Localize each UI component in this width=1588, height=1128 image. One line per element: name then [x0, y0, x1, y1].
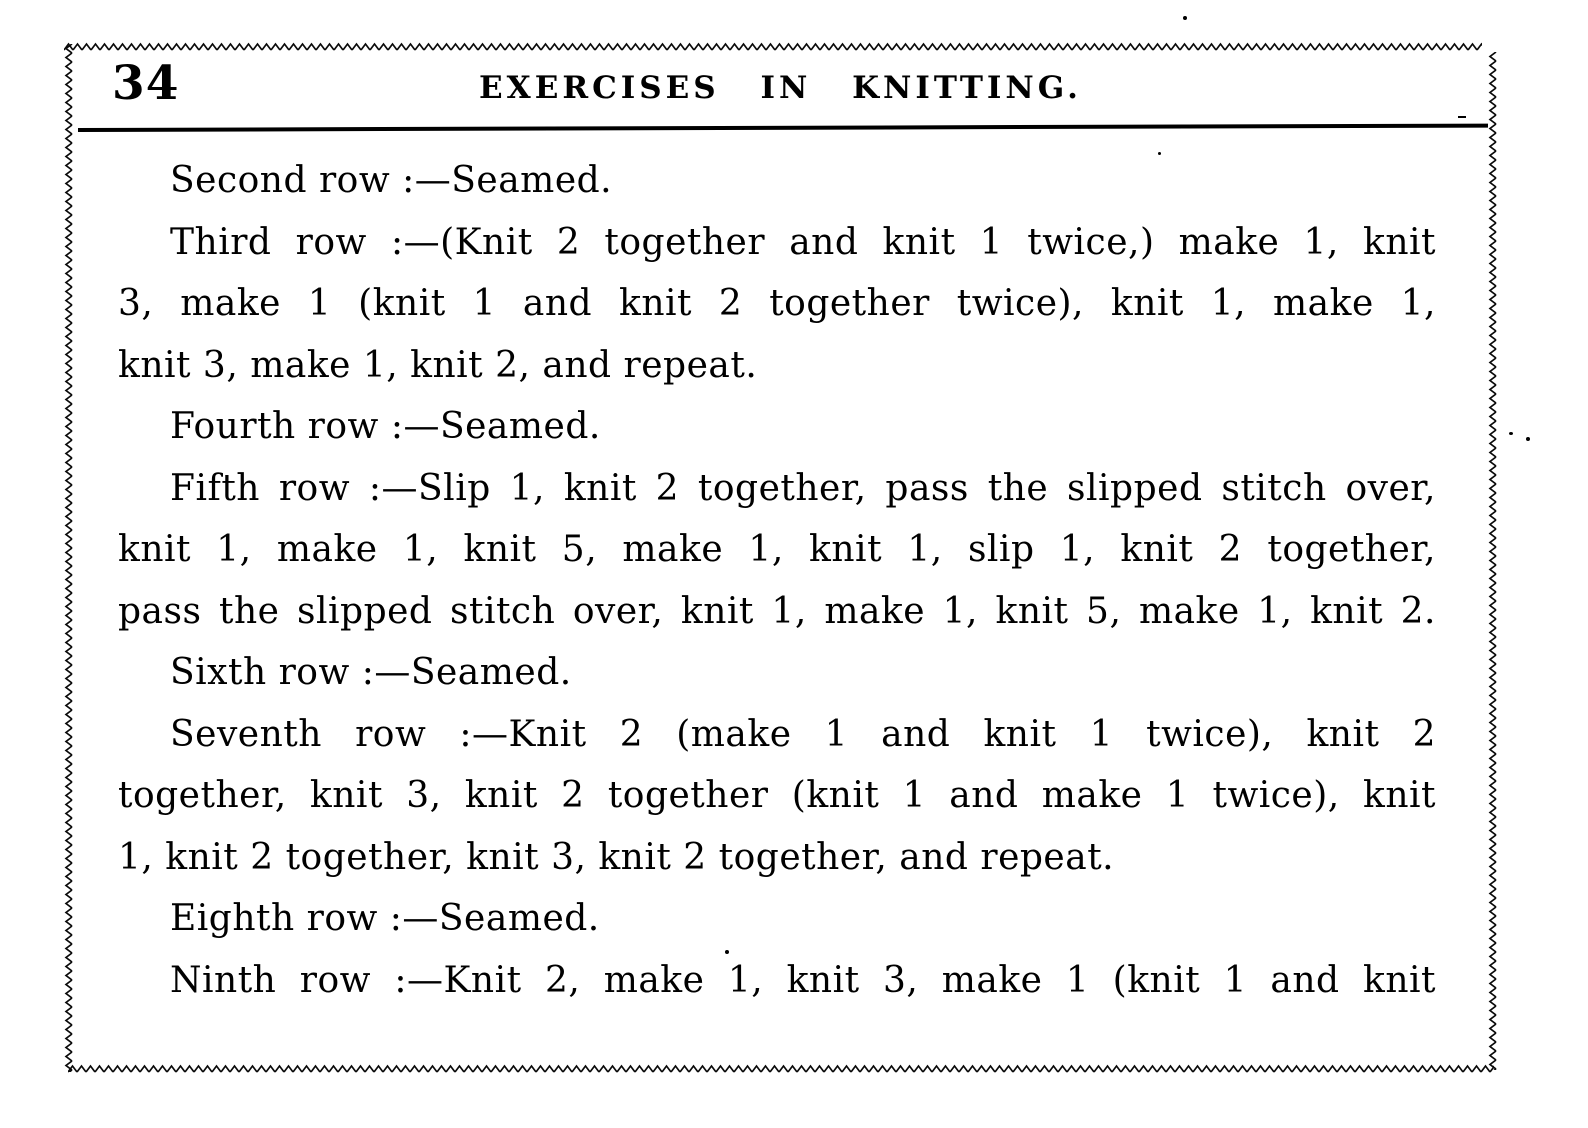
text-line: 1, knit 2 together, knit 3, knit 2 together, and repeat. [118, 836, 1115, 878]
text-line: Sixth row :—Seamed. [170, 652, 572, 693]
text-line: Eighth row :—Seamed. [170, 898, 600, 939]
page-number: 34 [112, 56, 180, 111]
text-line: Seventh row :—Knit 2 (make 1 and knit 1 twice), knit 2 [170, 713, 1436, 755]
text-line: knit 3, make 1, knit 2, and repeat. [118, 344, 758, 386]
zigzag-border-bottom [68, 1062, 1494, 1076]
text-line: Ninth row :—Knit 2, make 1, knit 3, make 1 (knit 1 and knit [170, 959, 1436, 1001]
page-title: EXERCISES IN KNITTING. [479, 70, 1082, 106]
ink-speck [1183, 16, 1187, 20]
text-line: knit 1, make 1, knit 5, make 1, knit 1, slip 1, knit 2 together, [118, 529, 1436, 570]
text-line: together, knit 3, knit 2 together (knit 1 and make 1 twice), knit [118, 775, 1436, 816]
ink-speck [1509, 432, 1513, 435]
ink-speck [1458, 116, 1466, 118]
text-line: pass the slipped stitch over, knit 1, make 1, knit 5, make 1, knit 2. [118, 590, 1436, 632]
zigzag-border-left [62, 44, 76, 1072]
text-line: Fourth row :—Seamed. [170, 406, 601, 447]
text-column [118, 150, 1436, 1011]
text-line: Fifth row :—Slip 1, knit 2 together, pass the slipped stitch over, [170, 467, 1436, 509]
ink-speck [725, 950, 729, 954]
zigzag-border-top [64, 40, 1482, 54]
text-line: 3, make 1 (knit 1 and knit 2 together twice), knit 1, make 1, [118, 283, 1436, 324]
ink-speck [1526, 437, 1530, 441]
text-line: Second row :—Seamed. [170, 160, 613, 201]
header-rule [78, 124, 1488, 132]
zigzag-border-right [1486, 52, 1500, 1070]
ink-speck [1158, 152, 1161, 155]
text-line: Third row :—(Knit 2 together and knit 1 twice,) make 1, knit [170, 221, 1436, 263]
